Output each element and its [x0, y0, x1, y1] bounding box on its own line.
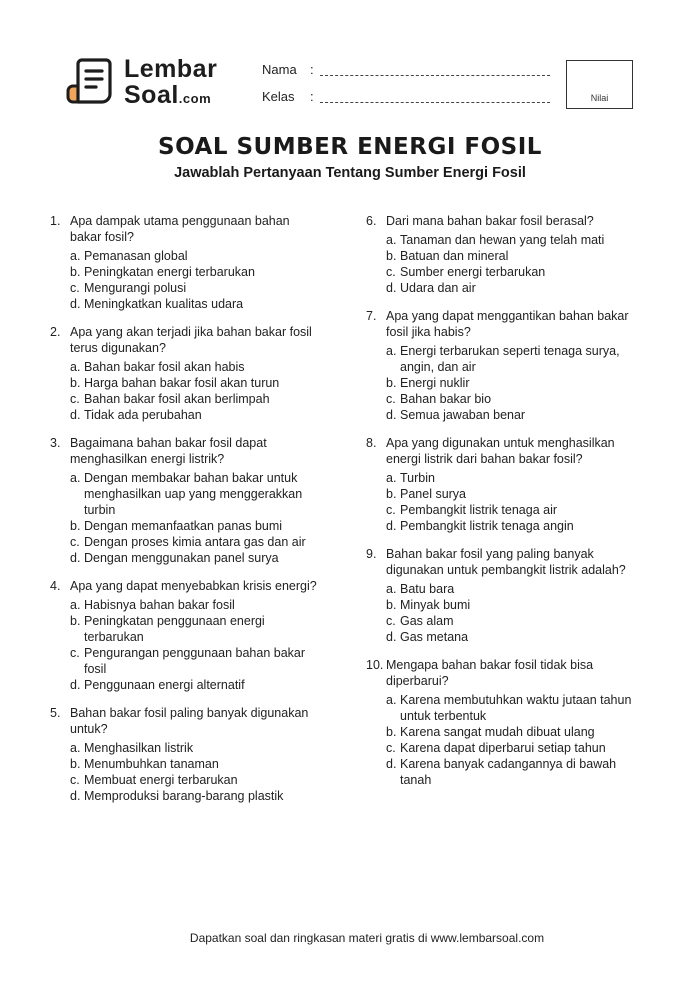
option-letter: b.: [70, 757, 81, 771]
brand-logo: [66, 56, 226, 112]
answer-option[interactable]: [70, 613, 320, 645]
answer-option[interactable]: [386, 518, 636, 534]
option-text: Tidak ada perubahan: [84, 408, 202, 422]
answer-option[interactable]: [70, 677, 320, 693]
option-text: Meningkatkan kualitas udara: [84, 297, 244, 311]
question-stem: [366, 546, 636, 578]
brand-line1: Lembar: [124, 55, 218, 83]
question-number: 2.: [50, 325, 61, 339]
option-text: Menghasilkan listrik: [84, 741, 194, 755]
brand-suffix: .com: [178, 91, 212, 106]
question-stem: [366, 308, 636, 340]
answer-option[interactable]: [386, 756, 636, 788]
option-text: Turbin: [400, 471, 435, 485]
question-number: 3.: [50, 436, 61, 450]
answer-option[interactable]: [386, 629, 636, 645]
answer-option[interactable]: [70, 788, 320, 804]
option-letter: c.: [386, 614, 396, 628]
answer-option[interactable]: [386, 581, 636, 597]
option-letter: a.: [70, 249, 81, 263]
answer-options: [70, 740, 320, 804]
answer-option[interactable]: [386, 470, 636, 486]
question-text: Apa yang dapat menggantikan bahan bakar fosil jika habis?: [386, 309, 629, 339]
option-text: Sumber energi terbarukan: [400, 265, 546, 279]
option-text: Batuan dan mineral: [400, 249, 509, 263]
option-letter: a.: [386, 693, 397, 707]
option-text: Energi terbarukan seperti tenaga surya, angin, dan air: [400, 344, 620, 374]
question-number: 4.: [50, 579, 61, 593]
option-text: Memproduksi barang-barang plastik: [84, 789, 284, 803]
question-stem: [50, 213, 320, 245]
question-text: Apa yang dapat menyebabkan krisis energi?: [70, 579, 317, 593]
option-text: Peningkatan energi terbarukan: [84, 265, 255, 279]
question-text: Mengapa bahan bakar fosil tidak bisa diperbarui?: [386, 658, 594, 688]
option-text: Mengurangi polusi: [84, 281, 187, 295]
option-letter: b.: [70, 614, 81, 628]
question-stem: [366, 435, 636, 467]
answer-option[interactable]: [386, 343, 636, 375]
option-text: Menumbuhkan tanaman: [84, 757, 219, 771]
answer-option[interactable]: [70, 470, 320, 518]
option-text: Pemanasan global: [84, 249, 188, 263]
option-letter: d.: [70, 297, 81, 311]
option-letter: d.: [70, 678, 81, 692]
question-number: 8.: [366, 436, 377, 450]
question-stem: [366, 213, 636, 229]
left-question-column: [50, 213, 320, 816]
question-text: Bagaimana bahan bakar fosil dapat menghasilkan energi listrik?: [70, 436, 267, 466]
option-text: Tanaman dan hewan yang telah mati: [400, 233, 605, 247]
answer-option[interactable]: [70, 391, 320, 407]
option-letter: c.: [70, 281, 80, 295]
option-text: Bahan bakar fosil akan berlimpah: [84, 392, 270, 406]
option-letter: c.: [70, 392, 80, 406]
option-text: Semua jawaban benar: [400, 408, 526, 422]
question-text: Apa yang akan terjadi jika bahan bakar fosil terus digunakan?: [70, 325, 312, 355]
option-letter: c.: [70, 773, 80, 787]
answer-options: [386, 232, 636, 296]
brand-wordmark: [124, 56, 217, 112]
answer-options: [386, 581, 636, 645]
option-text: Pembangkit listrik tenaga air: [400, 503, 558, 517]
option-text: Batu bara: [400, 582, 455, 596]
question-item: [50, 435, 320, 566]
answer-option[interactable]: [70, 407, 320, 423]
question-stem: [366, 657, 636, 689]
option-letter: c.: [70, 535, 80, 549]
question-number: 6.: [366, 214, 377, 228]
option-letter: c.: [70, 646, 80, 660]
answer-option[interactable]: [386, 280, 636, 296]
option-letter: d.: [386, 408, 397, 422]
option-text: Panel surya: [400, 487, 467, 501]
answer-option[interactable]: [70, 597, 320, 613]
brand-line2: [124, 82, 217, 112]
answer-options: [386, 692, 636, 788]
question-number: 7.: [366, 309, 377, 323]
option-text: Minyak bumi: [400, 598, 471, 612]
page-subtitle: Jawablah Pertanyaan Tentang Sumber Energi Fosil: [174, 165, 526, 181]
question-item: [366, 657, 636, 788]
page-title: SOAL SUMBER ENERGI FOSIL: [158, 134, 542, 160]
option-text: Gas metana: [400, 630, 469, 644]
question-item: [50, 578, 320, 693]
answer-option[interactable]: [70, 248, 320, 264]
question-text: Dari mana bahan bakar fosil berasal?: [386, 214, 594, 228]
answer-option[interactable]: [70, 772, 320, 788]
question-item: [366, 546, 636, 645]
option-letter: d.: [386, 630, 397, 644]
answer-option[interactable]: [70, 645, 320, 677]
answer-option[interactable]: [70, 264, 320, 280]
option-text: Dengan menggunakan panel surya: [84, 551, 279, 565]
option-letter: b.: [70, 265, 81, 279]
option-text: Habisnya bahan bakar fosil: [84, 598, 235, 612]
answer-options: [70, 359, 320, 423]
question-stem: [50, 705, 320, 737]
option-letter: a.: [70, 360, 81, 374]
name-line[interactable]: [320, 65, 550, 76]
question-number: 10.: [366, 658, 384, 672]
name-colon: :: [310, 62, 314, 77]
question-number: 1.: [50, 214, 61, 228]
option-letter: b.: [386, 598, 397, 612]
answer-option[interactable]: [386, 248, 636, 264]
option-letter: c.: [386, 503, 396, 517]
option-letter: c.: [386, 392, 396, 406]
option-letter: d.: [70, 551, 81, 565]
option-text: Udara dan air: [400, 281, 476, 295]
option-text: Karena banyak cadangannya di bawah tanah: [400, 757, 617, 787]
option-letter: b.: [386, 376, 397, 390]
answer-option[interactable]: [386, 486, 636, 502]
question-stem: [50, 324, 320, 356]
answer-option[interactable]: [70, 550, 320, 566]
option-letter: d.: [386, 757, 397, 771]
answer-option[interactable]: [386, 264, 636, 280]
option-letter: b.: [386, 487, 397, 501]
question-text: Bahan bakar fosil paling banyak digunakan untuk?: [70, 706, 309, 736]
answer-option[interactable]: [70, 280, 320, 296]
option-text: Pengurangan penggunaan bahan bakar fosil: [84, 646, 306, 676]
answer-option[interactable]: [386, 391, 636, 407]
option-letter: b.: [70, 519, 81, 533]
answer-options: [70, 597, 320, 693]
option-text: Energi nuklir: [400, 376, 470, 390]
question-text: Apa dampak utama penggunaan bahan bakar fosil?: [70, 214, 290, 244]
answer-option[interactable]: [70, 359, 320, 375]
option-letter: a.: [386, 344, 397, 358]
footer-text: Dapatkan soal dan ringkasan materi gratis di www.lembarsoal.com: [189, 931, 545, 945]
question-item: [50, 705, 320, 804]
option-letter: d.: [70, 789, 81, 803]
option-letter: b.: [70, 376, 81, 390]
option-text: Bahan bakar fosil akan habis: [84, 360, 245, 374]
question-item: [50, 213, 320, 312]
name-label: Nama: [262, 62, 297, 77]
class-colon: :: [310, 89, 314, 104]
answer-options: [386, 470, 636, 534]
answer-option[interactable]: [386, 613, 636, 629]
question-number: 9.: [366, 547, 377, 561]
option-text: Dengan membakar bahan bakar untuk menghasilkan uap yang menggerakkan turbin: [84, 471, 303, 517]
option-letter: d.: [386, 281, 397, 295]
question-item: [366, 435, 636, 534]
answer-option[interactable]: [386, 502, 636, 518]
option-letter: a.: [70, 598, 81, 612]
answer-option[interactable]: [386, 597, 636, 613]
option-letter: a.: [386, 582, 397, 596]
answer-option[interactable]: [386, 375, 636, 391]
answer-option[interactable]: [70, 740, 320, 756]
question-text: Bahan bakar fosil yang paling banyak digunakan untuk pembangkit listrik adalah?: [386, 547, 626, 577]
score-box[interactable]: [566, 60, 633, 109]
answer-option[interactable]: [386, 407, 636, 423]
option-text: Peningkatan penggunaan energi terbarukan: [84, 614, 265, 644]
answer-options: [70, 470, 320, 566]
answer-options: [386, 343, 636, 423]
option-text: Dengan memanfaatkan panas bumi: [84, 519, 283, 533]
option-letter: c.: [386, 265, 396, 279]
question-item: [366, 308, 636, 423]
option-text: Bahan bakar bio: [400, 392, 492, 406]
option-letter: c.: [386, 741, 396, 755]
option-text: Dengan proses kimia antara gas dan air: [84, 535, 306, 549]
option-text: Harga bahan bakar fosil akan turun: [84, 376, 280, 390]
option-letter: a.: [386, 233, 397, 247]
answer-option[interactable]: [386, 724, 636, 740]
question-number: 5.: [50, 706, 61, 720]
answer-option[interactable]: [70, 534, 320, 550]
score-label: Nilai: [590, 93, 609, 103]
option-text: Pembangkit listrik tenaga angin: [400, 519, 574, 533]
class-label: Kelas: [262, 89, 295, 104]
option-letter: d.: [386, 519, 397, 533]
answer-option[interactable]: [386, 692, 636, 724]
answer-option[interactable]: [70, 518, 320, 534]
option-letter: a.: [70, 741, 81, 755]
question-stem: [50, 435, 320, 467]
answer-option[interactable]: [386, 740, 636, 756]
option-letter: a.: [386, 471, 397, 485]
answer-options: [70, 248, 320, 312]
brand-line2-text: Soal: [124, 81, 179, 109]
option-text: Gas alam: [400, 614, 454, 628]
answer-option[interactable]: [70, 756, 320, 772]
option-letter: a.: [70, 471, 81, 485]
name-field[interactable]: [262, 62, 550, 77]
option-text: Karena sangat mudah dibuat ulang: [400, 725, 595, 739]
question-text: Apa yang digunakan untuk menghasilkan energi listrik dari bahan bakar fosil?: [386, 436, 615, 466]
option-letter: b.: [386, 249, 397, 263]
question-item: [366, 213, 636, 296]
option-letter: d.: [70, 408, 81, 422]
answer-option[interactable]: [386, 232, 636, 248]
option-text: Karena membutuhkan waktu jutaan tahun untuk terbentuk: [400, 693, 632, 723]
question-item: [50, 324, 320, 423]
option-text: Karena dapat diperbarui setiap tahun: [400, 741, 606, 755]
class-line[interactable]: [320, 92, 550, 103]
worksheet-icon: [66, 56, 120, 110]
answer-option[interactable]: [70, 375, 320, 391]
option-text: Membuat energi terbarukan: [84, 773, 238, 787]
answer-option[interactable]: [70, 296, 320, 312]
right-question-column: [366, 213, 636, 800]
class-field[interactable]: [262, 89, 550, 104]
option-letter: b.: [386, 725, 397, 739]
option-text: Penggunaan energi alternatif: [84, 678, 245, 692]
question-stem: [50, 578, 320, 594]
